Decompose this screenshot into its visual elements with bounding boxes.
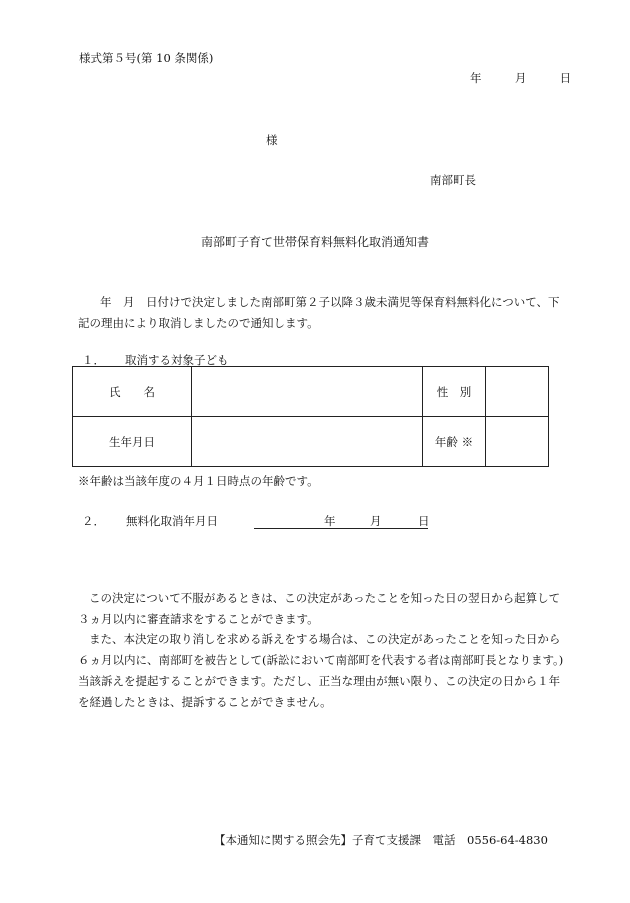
cancel-date-month: 月 xyxy=(370,514,382,528)
contact-info: 【本通知に関する照会先】子育て支援課 電話 0556-64-4830 xyxy=(214,833,548,847)
cancel-date-field[interactable] xyxy=(254,513,428,529)
appeal-paragraph: この決定について不服があるときは、この決定があったことを知った日の翌日から起算して３ヵ月以内に審査請求をすることができます。 xyxy=(78,591,561,626)
intro-paragraph: 年 月 日付けで決定しました南部町第２子以降３歳未満児等保育料無料化について、下記の理由により取消しましたので通知します。 xyxy=(78,295,560,330)
age-label: 年齢 ※ xyxy=(423,417,486,467)
document-title: 南部町子育て世帯保育料無料化取消通知書 xyxy=(200,235,429,249)
form-number: 様式第５号(第 10 条関係) xyxy=(79,51,214,65)
issue-date xyxy=(470,70,571,86)
section1-label: 取消する対象子ども xyxy=(125,353,229,367)
section2-label: 無料化取消年月日 xyxy=(126,514,218,528)
table-row xyxy=(73,367,549,417)
birth-date-label: 生年月日 xyxy=(73,417,192,467)
issue-date-month: 月 xyxy=(514,71,527,85)
cancel-date-year: 年 xyxy=(324,514,336,528)
name-label: 氏 名 xyxy=(73,367,192,417)
section2-number: ２． xyxy=(82,514,105,528)
cancel-date-day: 日 xyxy=(418,514,430,528)
sex-field[interactable] xyxy=(486,367,549,417)
age-note: ※年齢は当該年度の４月１日時点の年齢です。 xyxy=(78,474,319,488)
name-field[interactable] xyxy=(192,367,423,417)
issue-date-day: 日 xyxy=(559,71,572,85)
sex-label: 性 別 xyxy=(423,367,486,417)
target-child-table xyxy=(72,366,549,467)
birth-date-field[interactable] xyxy=(192,417,423,467)
issue-date-year: 年 xyxy=(470,71,482,85)
recipient-suffix: 様 xyxy=(266,133,278,147)
sender-name: 南部町長 xyxy=(430,173,476,187)
age-field[interactable] xyxy=(486,417,549,467)
table-row xyxy=(73,417,549,467)
lawsuit-paragraph: また、本決定の取り消しを求める訴えをする場合は、この決定があったことを知った日から６ヵ月以内に、南部町を被告として(訴訟において南部町を代表する者は南部町長となります。)当該訴えを提起することができます。ただし、正当な理由が無い限り、この決定の日から１年を経過したときは、提訴することができません。 xyxy=(78,632,564,709)
section1-number: １． xyxy=(82,353,105,367)
